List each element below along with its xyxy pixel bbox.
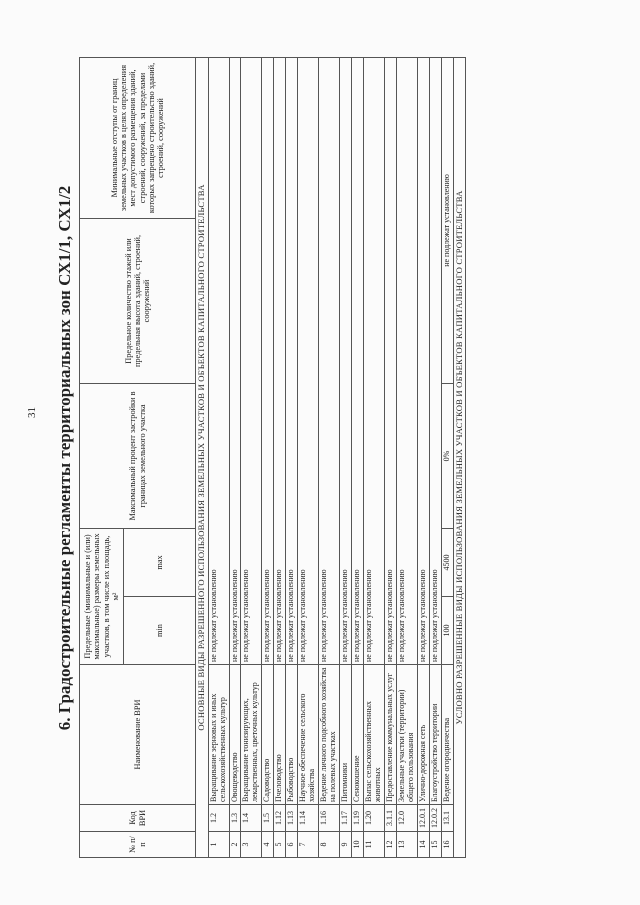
row-number: 2 xyxy=(229,832,241,858)
vri-code: 1.2 xyxy=(208,805,229,832)
vri-code: 12.0.1 xyxy=(417,805,429,832)
row-number: 6 xyxy=(286,832,298,858)
vri-name: Рыбоводство xyxy=(286,665,298,805)
vri-name: Ведение личного подсобного хозяйства на полевых участках xyxy=(319,665,340,805)
vri-code: 1.19 xyxy=(352,805,364,832)
not-applicable-text: не подлежат установлению xyxy=(298,57,319,664)
not-applicable-text: не подлежат установлению xyxy=(363,57,384,664)
section-main: ОСНОВНЫЕ ВИДЫ РАЗРЕШЕННОГО ИСПОЛЬЗОВАНИЯ ЗЕМЕЛЬНЫХ УЧАСТКОВ И ОБЪЕКТОВ КАПИТАЛЬНОГО СТРОИТЕЛЬСТВА xyxy=(196,57,209,857)
row-number: 9 xyxy=(340,832,352,858)
table-row xyxy=(319,57,340,857)
vri-name: Благоустройство территории xyxy=(429,665,441,805)
header-code: Код ВРИ xyxy=(80,805,196,832)
not-applicable-text: не подлежат установлению xyxy=(396,57,417,664)
vri-code: 1.20 xyxy=(363,805,384,832)
row-number: 8 xyxy=(319,832,340,858)
row-number: 12 xyxy=(384,832,396,858)
table-row xyxy=(208,57,229,857)
table-row xyxy=(262,57,274,857)
vri-code: 1.13 xyxy=(286,805,298,832)
table-row xyxy=(429,57,441,857)
not-applicable-text: не подлежат установлению xyxy=(229,57,241,664)
table-row xyxy=(441,57,453,857)
vri-code: 1.16 xyxy=(319,805,340,832)
max-area-value: 4500 xyxy=(441,528,453,596)
vri-code: 1.14 xyxy=(298,805,319,832)
row-number: 10 xyxy=(352,832,364,858)
table-row xyxy=(241,57,262,857)
vri-code: 12.0 xyxy=(396,805,417,832)
vri-name: Предоставление коммунальных услуг xyxy=(384,665,396,805)
header-max: max xyxy=(124,528,196,596)
row-number: 5 xyxy=(274,832,286,858)
row-number: 15 xyxy=(429,832,441,858)
not-applicable-text: не подлежат установлению xyxy=(417,57,429,664)
header-name: Наименование ВРИ xyxy=(80,665,196,805)
page-number: 31 xyxy=(26,407,38,418)
not-applicable-text: не подлежат установлению xyxy=(262,57,274,664)
percent-value: 0% xyxy=(441,383,453,528)
vri-name: Садоводство xyxy=(262,665,274,805)
row-number: 4 xyxy=(262,832,274,858)
not-applicable-text: не подлежат установлению xyxy=(319,57,340,664)
vri-code: 1.12 xyxy=(274,805,286,832)
vri-name: Овощеводство xyxy=(229,665,241,805)
rotated-page xyxy=(55,58,555,858)
page-title: 6. Градостроительные регламенты территориальных зон СХ1/1, СХ1/2 xyxy=(55,185,74,731)
vri-code: 13.1 xyxy=(441,805,453,832)
row-number: 13 xyxy=(396,832,417,858)
vri-name: Научное обеспечение сельского хозяйства xyxy=(298,665,319,805)
not-applicable-text: не подлежат установлению xyxy=(429,57,441,664)
table-row xyxy=(298,57,319,857)
table-row xyxy=(274,57,286,857)
not-applicable-text: не подлежат установлению xyxy=(340,57,352,664)
table-row xyxy=(340,57,352,857)
not-applicable-text: не подлежат установлению xyxy=(384,57,396,664)
table-row xyxy=(363,57,384,857)
vri-code: 1.17 xyxy=(340,805,352,832)
row-number: 3 xyxy=(241,832,262,858)
vri-name: Пчеловодство xyxy=(274,665,286,805)
table-row xyxy=(384,57,396,857)
min-area-value: 100 xyxy=(441,597,453,665)
row-number: 14 xyxy=(417,832,429,858)
table-row xyxy=(396,57,417,857)
vri-name: Питомники xyxy=(340,665,352,805)
not-applicable-text: не подлежат установлению xyxy=(352,57,364,664)
not-applicable-text: не подлежат установлению xyxy=(286,57,298,664)
header-percent: Максимальный процент застройки в границах земельного участка xyxy=(80,383,196,528)
vri-code: 1.3 xyxy=(229,805,241,832)
table-row xyxy=(286,57,298,857)
row-number: 1 xyxy=(208,832,229,858)
rest-value: не подлежат установлению xyxy=(441,57,453,383)
header-area: Предельные (минимальные и (или) максимальные) размеры земельных участков, в том числе их площадь, м² xyxy=(80,528,124,664)
row-number: 7 xyxy=(298,832,319,858)
header-setback: Минимальные отступы от границ земельных участков в целях определения мест допустимого размещения зданий, строений, сооружений, за пределами которых запрещено строительство зданий, строений, сооружений xyxy=(80,57,196,218)
vri-code: 1.5 xyxy=(262,805,274,832)
vri-name: Выращивание тонизирующих, лекарственных, цветочных культур xyxy=(241,665,262,805)
vri-code: 1.4 xyxy=(241,805,262,832)
regulations-table xyxy=(79,57,466,858)
header-num: № п/п xyxy=(80,832,196,858)
header-min: min xyxy=(124,597,196,665)
vri-code: 12.0.2 xyxy=(429,805,441,832)
header-floors: Предельное количество этажей или предельная высота зданий, строений, сооружений xyxy=(80,218,196,383)
not-applicable-text: не подлежат установлению xyxy=(274,57,286,664)
vri-name: Улично-дорожная сеть xyxy=(417,665,429,805)
vri-name: Ведение огородничества xyxy=(441,665,453,805)
vri-name: Выпас сельскохозяйственных животных xyxy=(363,665,384,805)
not-applicable-text: не подлежат установлению xyxy=(208,57,229,664)
vri-name: Сенокошение xyxy=(352,665,364,805)
section-conditional: УСЛОВНО РАЗРЕШЕННЫЕ ВИДЫ ИСПОЛЬЗОВАНИЯ ЗЕМЕЛЬНЫХ УЧАСТКОВ И ОБЪЕКТОВ КАПИТАЛЬНОГО СТРОИТЕЛЬСТВА xyxy=(453,57,466,857)
row-number: 11 xyxy=(363,832,384,858)
table-row xyxy=(417,57,429,857)
table-row xyxy=(352,57,364,857)
table-row xyxy=(229,57,241,857)
vri-code: 3.1.1 xyxy=(384,805,396,832)
row-number: 16 xyxy=(441,832,453,858)
not-applicable-text: не подлежат установлению xyxy=(241,57,262,664)
vri-name: Земельные участки (территории) общего пользования xyxy=(396,665,417,805)
vri-name: Выращивание зерновых и иных сельскохозяйственных культур xyxy=(208,665,229,805)
